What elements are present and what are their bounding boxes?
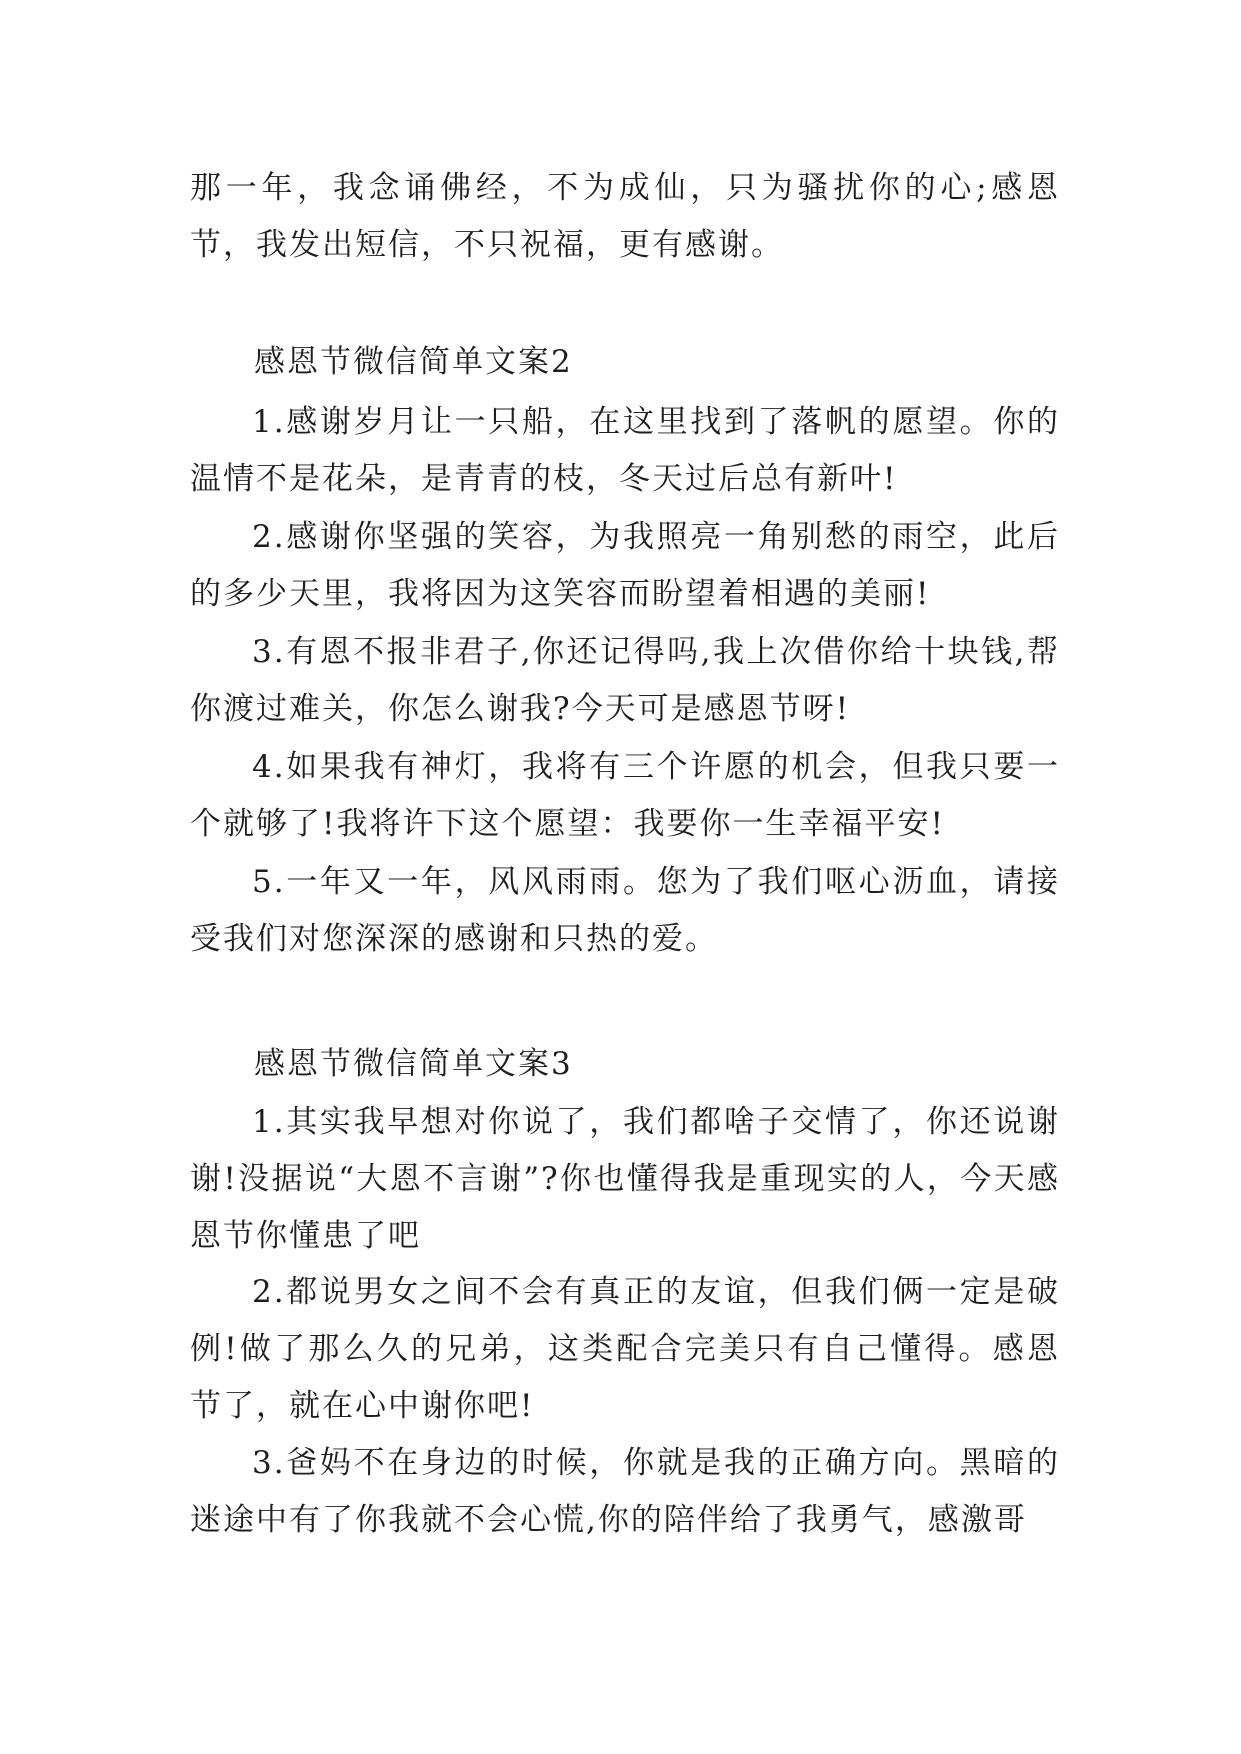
- section-2-item-5: 5.一年又一年，风风雨雨。您为了我们呕心沥血，请接受我们对您深深的感谢和只热的爱。: [190, 864, 1060, 957]
- section-2-item-1: 1.感谢岁月让一只船，在这里找到了落帆的愿望。你的温情不是花朵，是青青的枝，冬天过后总有新叶!: [190, 404, 1060, 497]
- section-2-item-3: 3.有恩不报非君子,你还记得吗,我上次借你给十块钱,帮你渡过难关，你怎么谢我?今天可是感恩节呀!: [190, 634, 1060, 727]
- section-3-item-3: 3.爸妈不在身边的时候，你就是我的正确方向。黑暗的迷途中有了你我就不会心慌,你的陪伴给了我勇气，感激哥: [190, 1445, 1060, 1538]
- section-3-item-1: 1.其实我早想对你说了，我们都啥子交情了，你还说谢谢!没据说“大恩不言谢”?你也懂得我是重现实的人，今天感恩节你懂患了吧: [190, 1104, 1060, 1254]
- section-2-heading: 感恩节微信简单文案2: [254, 344, 573, 380]
- section-3-heading: 感恩节微信简单文案3: [254, 1046, 573, 1082]
- intro-paragraph: 那一年，我念诵佛经，不为成仙，只为骚扰你的心;感恩节，我发出短信，不只祝福，更有感谢。: [190, 170, 1060, 263]
- section-3-item-2: 2.都说男女之间不会有真正的友谊，但我们俩一定是破例!做了那么久的兄弟，这类配合完美只有自己懂得。感恩节了，就在心中谢你吧!: [190, 1274, 1060, 1424]
- section-2-item-4: 4.如果我有神灯，我将有三个许愿的机会，但我只要一个就够了!我将许下这个愿望：我要你一生幸福平安!: [190, 749, 1060, 842]
- section-2-item-2: 2.感谢你坚强的笑容，为我照亮一角别愁的雨空，此后的多少天里，我将因为这笑容而盼望着相遇的美丽!: [190, 519, 1060, 612]
